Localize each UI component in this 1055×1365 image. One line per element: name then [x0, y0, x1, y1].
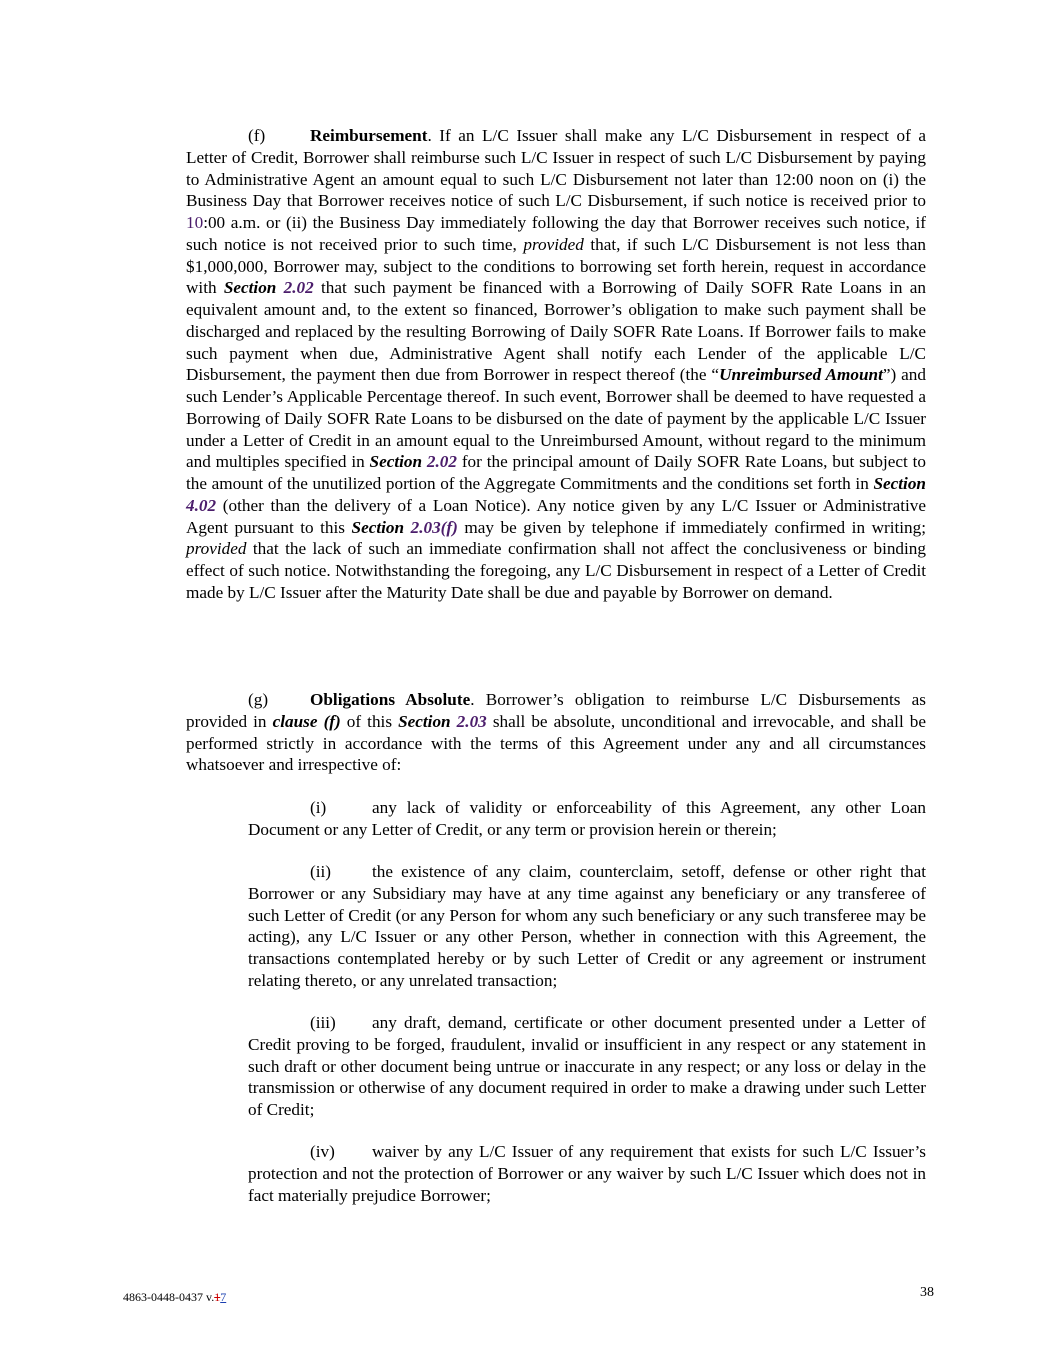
clause-ref-number: (f)	[323, 711, 341, 731]
section-ref-2	[370, 452, 457, 471]
paragraph-f-heading: Reimbursement	[310, 126, 428, 145]
provided-term-2: provided	[186, 539, 247, 559]
paragraph-g-label: (g)	[248, 690, 269, 709]
paragraph-g	[186, 689, 926, 776]
paragraph-f-text-3: that, if such L/C Disbursement is not less than $1,000,000, Borrower may, subject to the conditions to borrowing set forth herein, request in accordance with	[186, 234, 926, 298]
paragraph-f-text-8: may be given by telephone if immediately confirmed in writing;	[457, 517, 926, 537]
inserted-version: 7	[220, 1290, 227, 1304]
paragraph-f-text-5: ”) and such Lender’s Applicable Percentage thereof. In such event, Borrower shall be deemed to have requested a Borrowing of Daily SOFR Rate Loans to be disbursed on the date of payment by the applicable L/C Issuer under a Letter of Credit in an amount equal to the Unreimbursed Amount, without regard to the minimum and multiples specified in	[186, 365, 926, 472]
section-ref-5-number: 2.03	[456, 711, 487, 731]
paragraph-g-text-1: . Borrower’s obligation to reimburse L/C Disbursements as provided in	[186, 690, 926, 731]
paragraph-f-text-4: that such payment be financed with a Borrowing of Daily SOFR Rate Loans in an equivalent amount and, to the extent so financed, Borrower’s obligation to make such payment shall be discharged and replaced by the resulting Borrowing of Daily SOFR Rate Loans. If Borrower fails to make such payment when due, Administrative Agent shall notify each Lender of the applicable L/C Disbursement, the payment then due from Borrower in respect thereof (the “	[186, 278, 926, 385]
list-item-iv-label: (iv)	[310, 1142, 335, 1161]
list-item-iv	[248, 1141, 926, 1206]
document-id	[123, 1290, 226, 1305]
paragraph-f-label: (f)	[248, 126, 266, 145]
paragraph-g-text-3: shall be absolute, unconditional and irrevocable, and shall be performed strictly in accordance with the terms of this Agreement under any and all circumstances whatsoever and irrespective of:	[186, 711, 927, 775]
paragraph-f-text-2: :00 a.m. or (ii) the Business Day immediately following the day that Borrower receives such notice, if such notice is not received prior to such time,	[186, 213, 926, 254]
list-item-iii-text: any draft, demand, certificate or other document presented under a Letter of Credit proving to be forged, fraudulent, invalid or insufficient in any respect or any statement in such draft or other document being untrue or inaccurate in any respect; or any loss or delay in the transmission or otherwise of any document required in order to make a drawing under such Letter of Credit;	[248, 1013, 926, 1119]
section-ref-1-number: 2.02	[283, 278, 314, 298]
paragraph-f-text-7: (other than the delivery of a Loan Notice). Any notice given by any L/C Issuer or Administrative Agent pursuant to this	[186, 495, 926, 537]
provided-term-1: provided	[523, 234, 584, 254]
paragraph-f-text-9: that the lack of such an immediate confirmation shall not affect the conclusiveness or binding effect of such notice. Notwithstanding the foregoing, any L/C Disbursement in respect of a Letter of Credit made by L/C Issuer after the Maturity Date shall be due and payable by Borrower on demand.	[186, 539, 926, 602]
section-ref-5-word: Section	[398, 711, 457, 731]
clause-ref-word: clause	[272, 711, 324, 731]
paragraph-g-text-2: of this	[340, 711, 399, 731]
section-ref-3-word: Section	[873, 474, 926, 493]
section-ref-1	[224, 278, 314, 297]
time-number: 10	[186, 213, 204, 232]
list-item-i-text: any lack of validity or enforceability of this Agreement, any other Loan Document or any Letter of Credit, or any term or provision herein or therein;	[248, 798, 926, 839]
section-ref-2-word: Section	[369, 452, 427, 472]
list-item-ii-text: the existence of any claim, counterclaim, setoff, defense or other right that Borrower or any Subsidiary may have at any time against any beneficiary or any transferee of such Letter of Credit (or any Person for whom any such beneficiary or any such transferee may be acting), any L/C Issuer or any other Person, whether in connection with this Agreement, the transactions contemplated hereby or by such Letter of Credit or any agreement or instrument relating thereto, or any unrelated transaction;	[248, 862, 926, 990]
list-item-iii	[248, 1012, 926, 1121]
list-item-iii-label: (iii)	[310, 1013, 336, 1032]
section-ref-5	[398, 712, 487, 731]
paragraph-g-heading: Obligations Absolute	[310, 690, 471, 709]
list-item-i-label: (i)	[310, 798, 327, 817]
deleted-version: 1	[214, 1290, 221, 1304]
list-item-i	[248, 797, 926, 841]
section-ref-4-number: 2.03(f)	[410, 517, 458, 537]
clause-ref	[273, 712, 341, 731]
list-item-iv-text: waiver by any L/C Issuer of any requirement that exists for such L/C Issuer’s protection and not the protection of Borrower or any waiver by such L/C Issuer which does not in fact materially prejudice Borrower;	[248, 1142, 926, 1205]
page-number: 38	[920, 1285, 934, 1300]
section-ref-4-word: Section	[351, 517, 411, 537]
section-ref-4	[352, 518, 458, 537]
defined-term-unreimbursed-amount: Unreimbursed Amount	[719, 365, 883, 385]
section-ref-2-number: 2.02	[426, 452, 457, 472]
paragraph-f-text-1: . If an L/C Issuer shall make any L/C Disbursement in respect of a Letter of Credit, Borrower shall reimburse such L/C Issuer in respect of such L/C Disbursement by paying to Administrative Agent an amount equal to such L/C Disbursement not later than 12:00 noon on (i) the Business Day that Borrower receives notice of such L/C Disbursement, if such notice is received prior to	[186, 126, 926, 211]
paragraph-f	[186, 125, 926, 604]
section-ref-3-number: 4.02	[186, 495, 217, 515]
list-item-ii-label: (ii)	[310, 862, 331, 881]
list-item-ii	[248, 861, 926, 992]
section-ref-1-word: Section	[223, 278, 284, 298]
paragraph-f-text-6: for the principal amount of Daily SOFR Rate Loans, but subject to the amount of the unutilized portion of the Aggregate Commitments and the conditions set forth in	[186, 452, 926, 493]
document-id-text: 4863-0448-0437 v.	[123, 1290, 215, 1304]
